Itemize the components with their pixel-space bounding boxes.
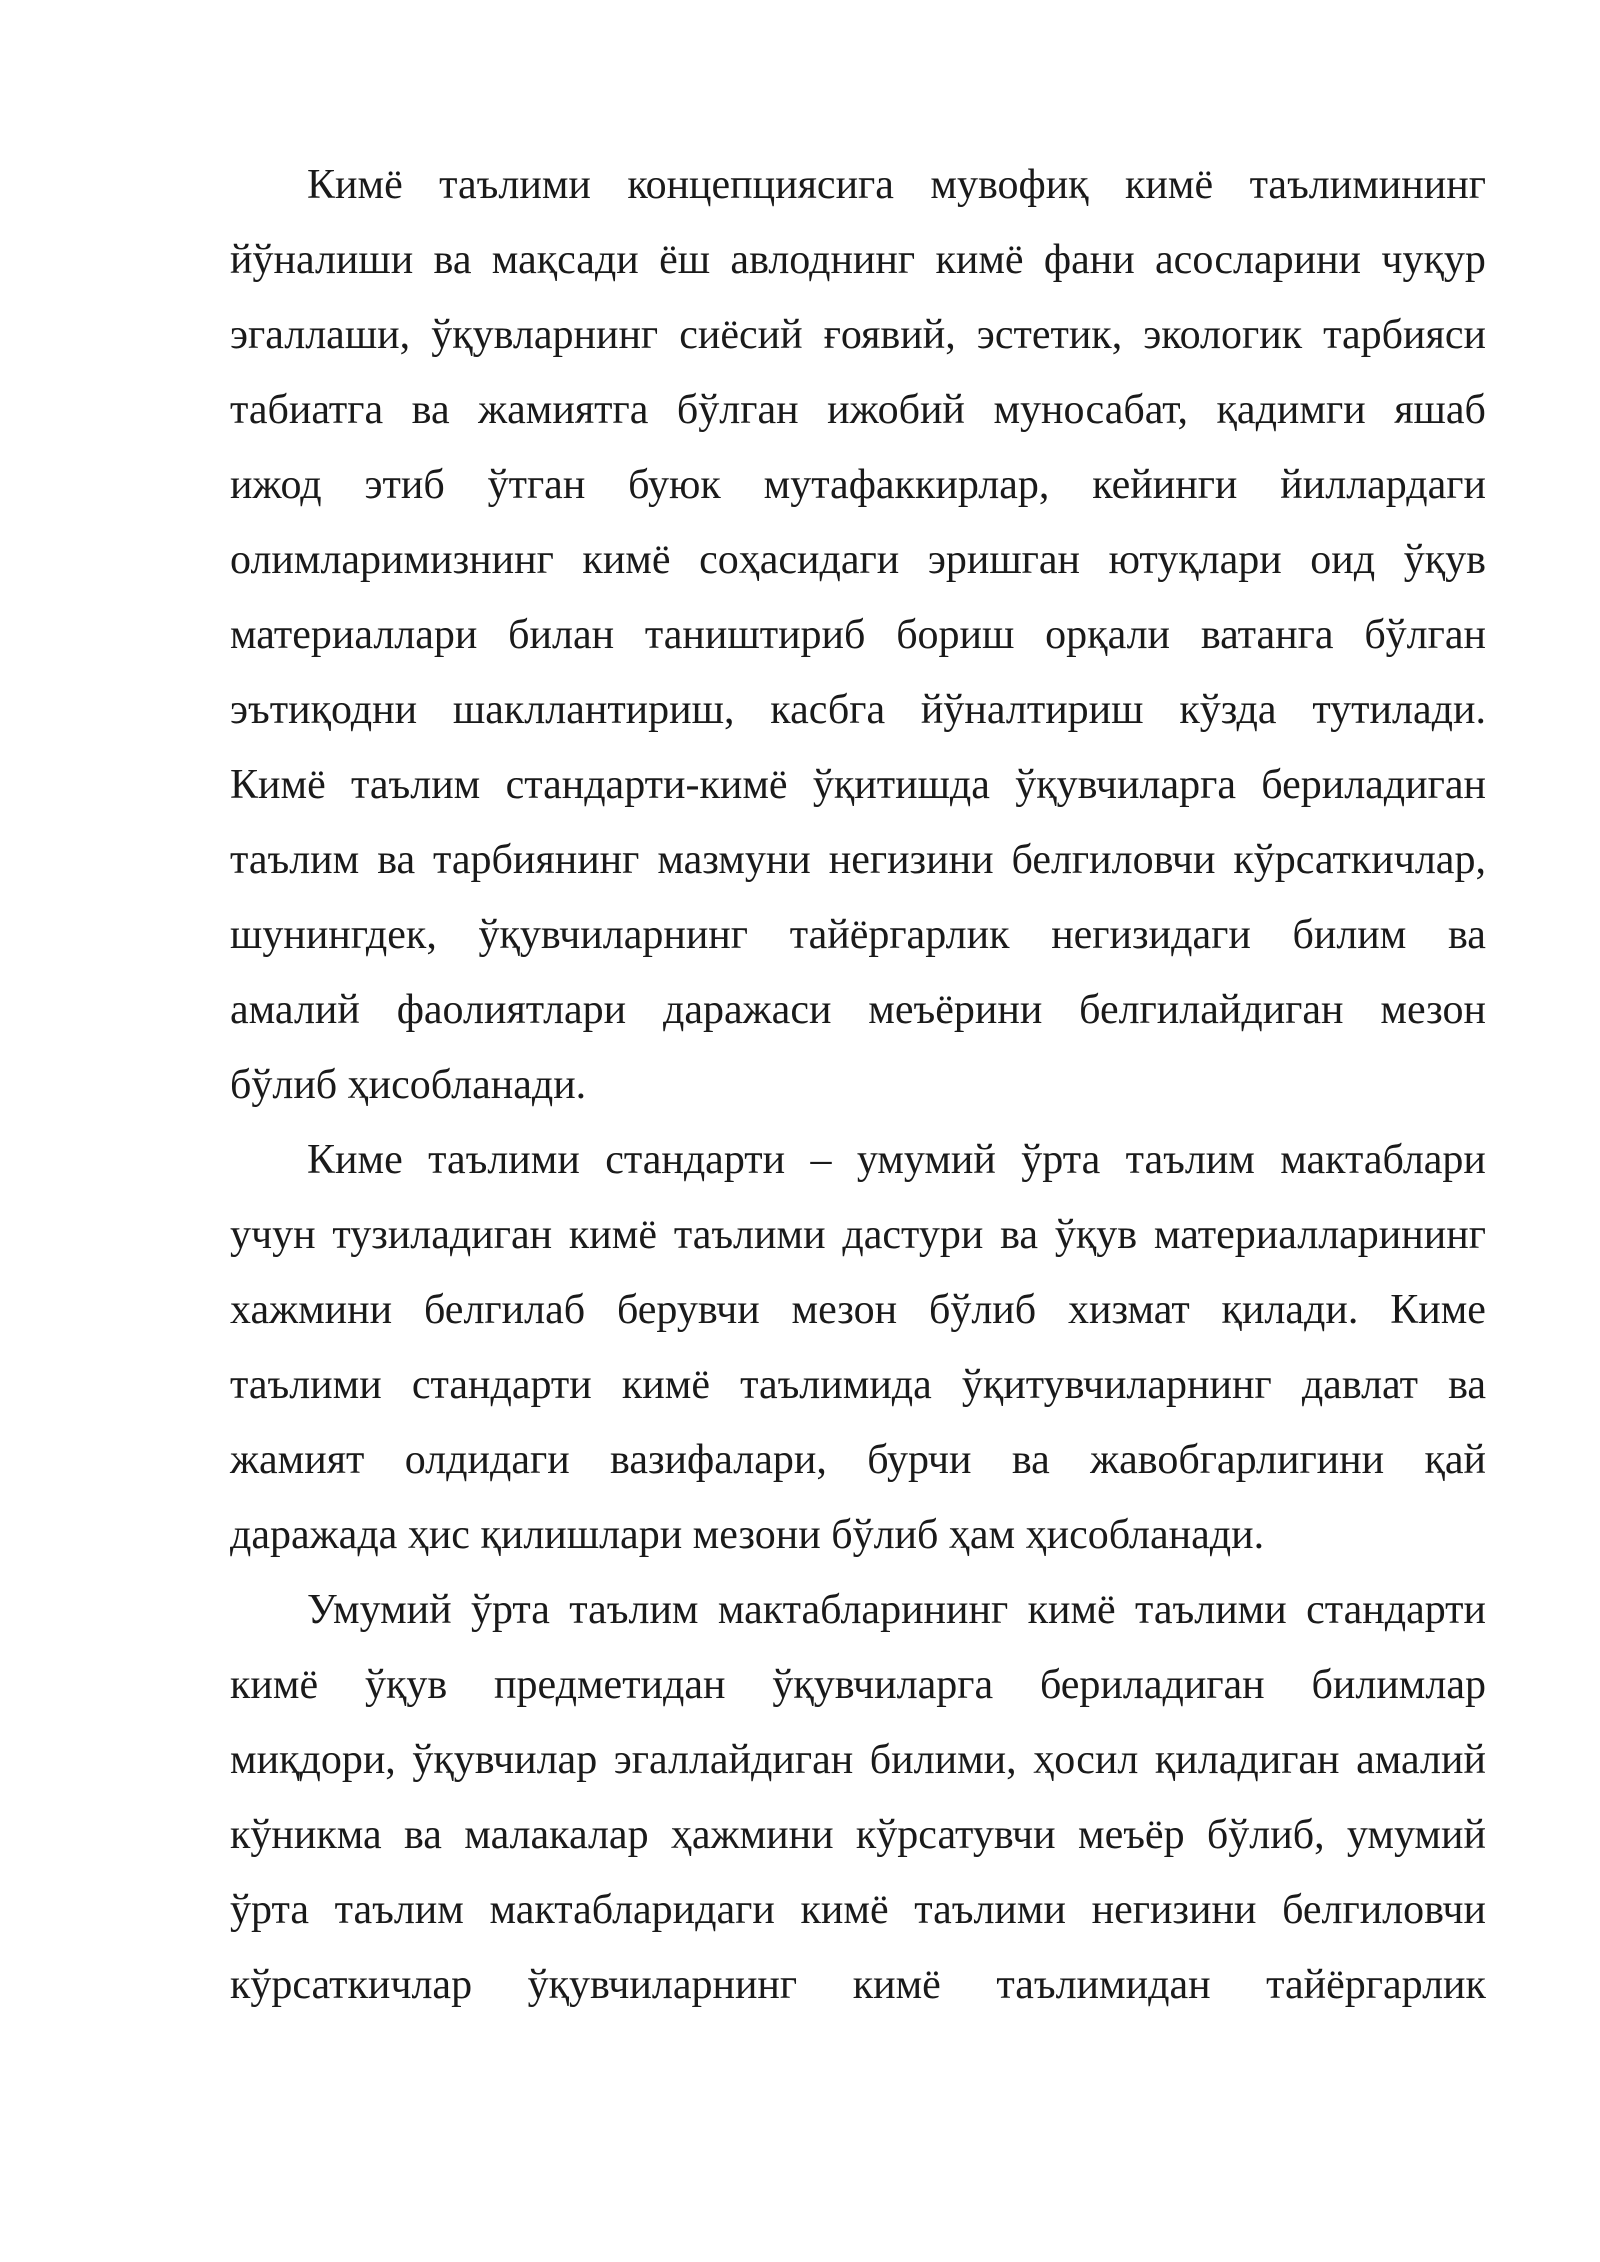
text-line: кўникма ва малакалар ҳажмини кўрсатувчи меъёр бўлиб, умумий (230, 1812, 1486, 1858)
paragraph-2 (230, 1123, 1486, 1573)
text-line: шунингдек, ўқувчиларнинг тайёргарлик негизидаги билим ва (230, 912, 1486, 958)
text-line: таълим ва тарбиянинг мазмуни негизини белгиловчи кўрсаткичлар, (230, 837, 1486, 883)
text-line: эгаллаши, ўқувларнинг сиёсий ғоявий, эстетик, экологик тарбияси (230, 312, 1486, 358)
text-line: йўналиши ва мақсади ёш авлоднинг кимё фани асосларини чуқур (230, 237, 1486, 283)
text-line: олимларимизнинг кимё соҳасидаги эришган ютуқлари оид ўқув (230, 537, 1486, 583)
text-line: материаллари билан таништириб бориш орқали ватанга бўлган (230, 612, 1486, 658)
text-line: Кимё таълими концепциясига мувофиқ кимё таълимининг (307, 162, 1486, 208)
text-line: табиатга ва жамиятга бўлган ижобий муносабат, қадимги яшаб (230, 387, 1486, 433)
text-line: Кимё таълим стандарти-кимё ўқитишда ўқувчиларга бериладиган (230, 762, 1486, 808)
paragraph-3 (230, 1573, 1486, 2023)
text-line: кўрсаткичлар ўқувчиларнинг кимё таълимидан тайёргарлик (230, 1962, 1486, 2008)
text-line: эътиқодни шакллантириш, касбга йўналтириш кўзда тутилади. (230, 687, 1486, 733)
text-line: даражада ҳис қилишлари мезони бўлиб ҳам ҳисобланади. (230, 1512, 1265, 1558)
text-line: ўрта таълим мактабларидаги кимё таълими негизини белгиловчи (230, 1887, 1486, 1933)
text-line: Умумий ўрта таълим мактабларининг кимё таълими стандарти (307, 1587, 1486, 1633)
text-line: учун тузиладиган кимё таълими дастури ва ўқув материалларининг (230, 1212, 1486, 1258)
text-line: Киме таълими стандарти – умумий ўрта таълим мактаблари (307, 1137, 1486, 1183)
text-line: ижод этиб ўтган буюк мутафаккирлар, кейинги йиллардаги (230, 462, 1486, 508)
text-line: амалий фаолиятлари даражаси меъёрини белгилайдиган мезон (230, 987, 1486, 1033)
text-line: жамият олдидаги вазифалари, бурчи ва жавобгарлигини қай (230, 1437, 1486, 1483)
document-body (230, 148, 1486, 2023)
text-line: бўлиб ҳисобланади. (230, 1062, 587, 1108)
text-line: таълими стандарти кимё таълимида ўқитувчиларнинг давлат ва (230, 1362, 1486, 1408)
text-line: хажмини белгилаб берувчи мезон бўлиб хизмат қилади. Киме (230, 1287, 1486, 1333)
text-line: миқдори, ўқувчилар эгаллайдиган билими, ҳосил қиладиган амалий (230, 1737, 1486, 1783)
paragraph-1 (230, 148, 1486, 1123)
text-line: кимё ўқув предметидан ўқувчиларга бериладиган билимлар (230, 1662, 1486, 1708)
